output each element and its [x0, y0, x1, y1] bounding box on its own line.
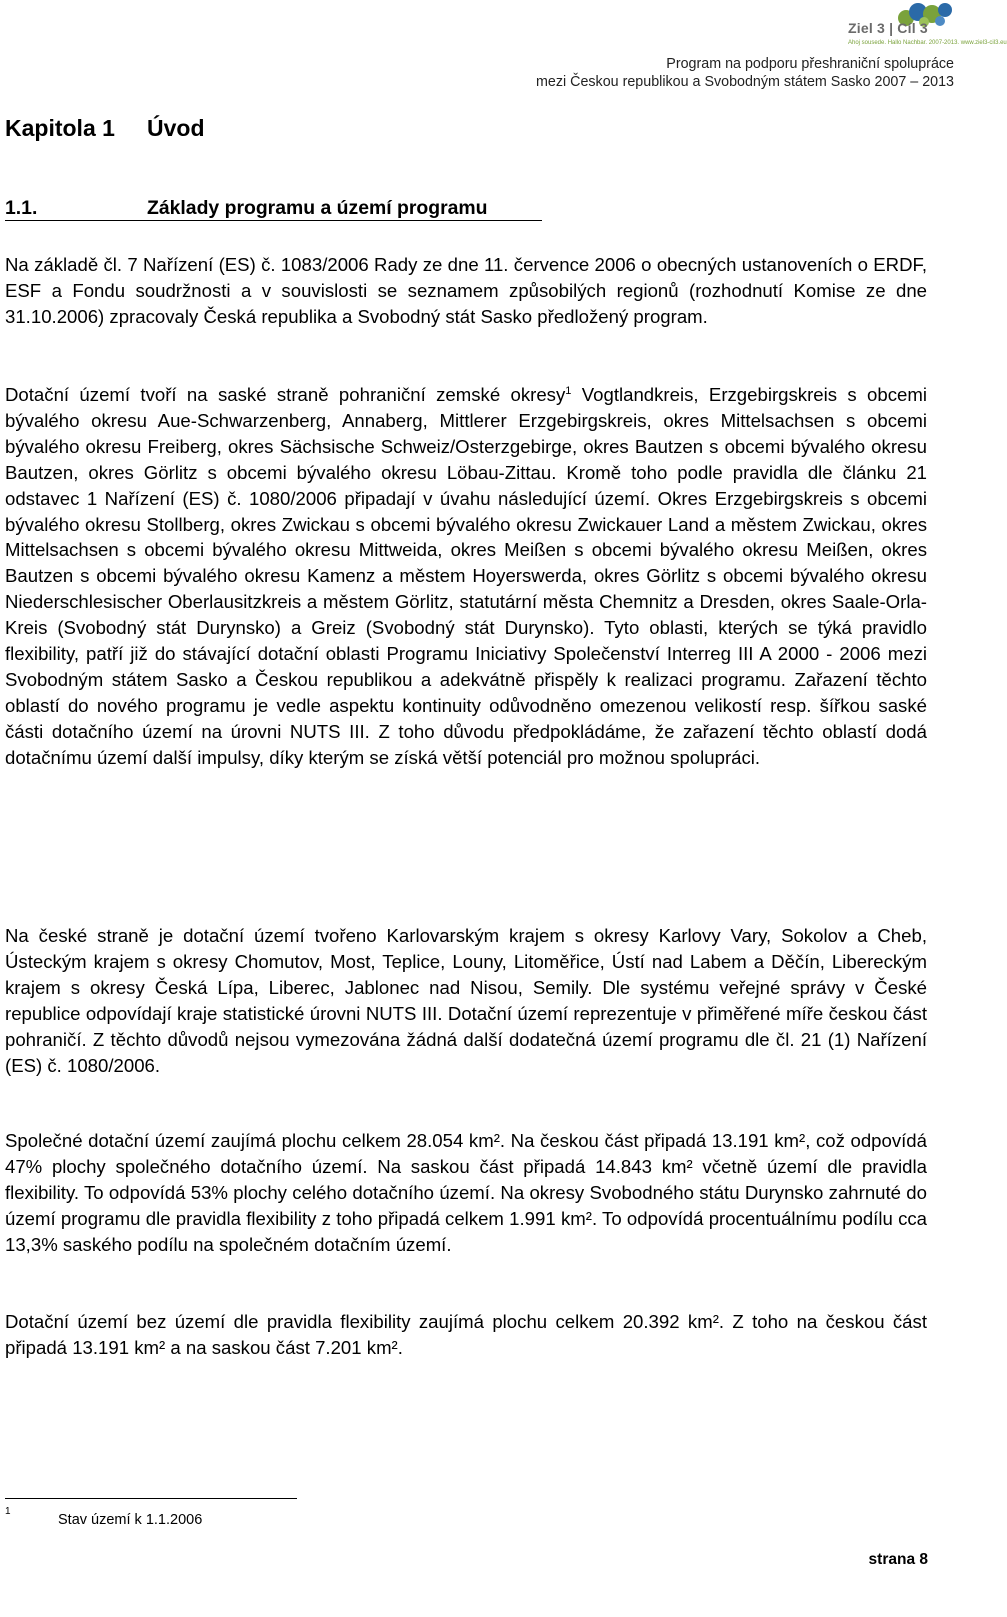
program-header-line2: mezi Českou republikou a Svobodným státem Sasko 2007 – 2013: [535, 74, 954, 90]
page-number: strana 8: [868, 1551, 928, 1568]
footnote-mark: 1: [5, 1506, 11, 1517]
ziel3-cil3-logo: [848, 2, 1007, 58]
chapter-title: Úvod: [147, 115, 205, 141]
section-title: Základy programu a území programu: [147, 197, 488, 219]
paragraph-saxon-body: Vogtlandkreis, Erzgebirgskreis s obcemi bývalého okresu Aue-Schwarzenberg, Annaberg, Mittlerer Erzgebirgskreis, okres Mittelsachsen s obcemi bývalého okresu Freiberg, okres Sächsische Schweiz/Osterzgebirge, okres Bautzen s obcemi bývalého okresu Bautzen, okres Görlitz s obcemi bývalého okresu Löbau-Zittau. Kromě toho podle pravidla dle článku 21 odstavec 1 Nařízení (ES) č. 1080/2006 připadají v úvahu následující území. Okres Erzgebirgskreis s obcemi bývalého okresu Stollberg, okres Zwickau s obcemi bývalého okresu Zwickauer Land a městem Zwickau, okres Mittelsachsen s obcemi bývalého okresu Mittweida, okres Meißen s obcemi bývalého okresu Meißen, okres Bautzen s obcemi bývalého okresu Kamenz a městem Hoyerswerda, okres Görlitz s obcemi bývalého okresu Niederschlesischer Oberlausitzkreis a městem Görlitz, statutární města Chemnitz a Dresden, okres Saale-Orla-Kreis (Svobodný stát Durynsko) a Greiz (Svobodný stát Durynsko). Tyto oblasti, kterých se týká pravidlo flexibility, patří již do stávající dotační oblasti Programu Iniciativy Společenství Interreg III A 2000 - 2006 mezi Svobodným státem Sasko a Českou republikou a adekvátně přispěly k realizaci programu. Zařazení těchto oblastí do nového programu je vedle aspektu kontinuity odůvodněno omezenou velikostí resp. šířkou saské části dotačního území na úrovni NUTS III. Z toho důvodu předpokládáme, že zařazení těchto oblastí dodá dotačnímu území další impulsy, díky kterým se získá větší potenciál pro možnou spolupráci.: [5, 384, 927, 768]
paragraph-czech-territory: Na české straně je dotační území tvořeno Karlovarským krajem s okresy Karlovy Vary, Sokolov a Cheb, Ústeckým krajem s okresy Chomutov, Most, Teplice, Louny, Litoměřice, Ústí nad Labem a Děčín, Libereckým krajem s okresy Česká Lípa, Liberec, Jablonec nad Nisou, Semily. Dle systému veřejné správy v České republice odpovídají kraje statistické úrovni NUTS III. Dotační území reprezentuje v přiměřené míře českou část pohraničí. Z těchto důvodů nejsou vymezována žádná další dodatečná území programu dle čl. 21 (1) Nařízení (ES) č. 1080/2006.: [5, 925, 927, 1076]
paragraph-legal-basis: Na základě čl. 7 Nařízení (ES) č. 1083/2006 Rady ze dne 11. července 2006 o obecných ustanoveních o ERDF, ESF a Fondu soudržnosti a v souvislosti se seznamem způsobilých regionů (rozhodnutí Komise ze dne 31.10.2006) zpracovaly Česká republika a Svobodný stát Sasko předložený program.: [5, 254, 927, 327]
section-underline: [5, 220, 542, 221]
logo-tagline: Ahoj sousede. Hallo Nachbar. 2007-2013. www.ziel3-cil3.eu: [848, 40, 1007, 46]
footnote-text: Stav území k 1.1.2006: [58, 1512, 203, 1528]
logo-text: Ziel 3 | Cíl 3: [848, 20, 928, 36]
section-number: 1.1.: [5, 197, 38, 219]
paragraph-area-without-flexibility: Dotační území bez území dle pravidla flexibility zaujímá plochu celkem 20.392 km². Z toho na českou část připadá 13.191 km² a na saskou část 7.201 km².: [5, 1311, 927, 1358]
section-heading: [5, 197, 545, 220]
paragraph-saxon-territory: [5, 382, 927, 771]
chapter-heading: [5, 115, 205, 142]
footnote-separator: [5, 1498, 297, 1499]
paragraph-area-totals: Společné dotační území zaujímá plochu celkem 28.054 km². Na českou část připadá 13.191 km², což odpovídá 47% plochy společného dotačního území. Na saskou část připadá 14.843 km² včetně území dle pravidla flexibility. To odpovídá 53% plochy celého dotačního území. Na okresy Svobodného státu Durynsko zahrnuté do území programu dle pravidla flexibility z toho připadá celkem 1.991 km². To odpovídá procentuálnímu podílu cca 13,3% saského podílu na společném dotačním území.: [5, 1130, 927, 1255]
footnote-reference: 1: [565, 384, 572, 397]
paragraph-saxon-intro: Dotační území tvoří na saské straně pohraniční zemské okresy: [5, 384, 566, 405]
program-header-line1: Program na podporu přeshraniční spolupráce: [666, 56, 954, 72]
chapter-number: Kapitola 1: [5, 115, 115, 141]
program-header: [536, 55, 954, 91]
footnote: [5, 1506, 202, 1528]
